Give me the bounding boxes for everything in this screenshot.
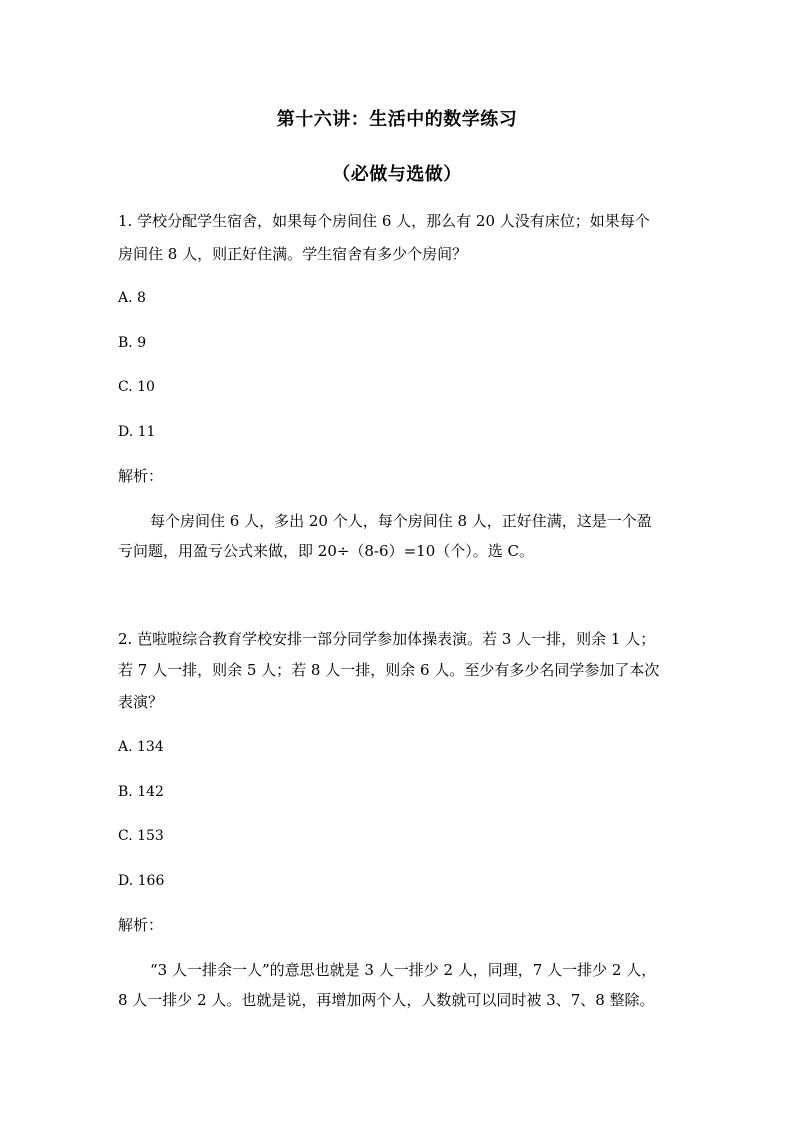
question-1-stem-line-1: 1. 学校分配学生宿舍，如果每个房间住 6 人，那么有 20 人没有床位；如果每个 xyxy=(118,212,650,230)
question-1-analysis-line-1: 每个房间住 6 人，多出 20 个人，每个房间住 8 人，正好住满，这是一个盈 xyxy=(150,512,652,530)
question-2-stem-line-3: 表演？ xyxy=(118,693,164,711)
question-2-analysis-label: 解析： xyxy=(118,916,164,934)
page-subtitle: （必做与选做） xyxy=(332,164,462,185)
question-1-analysis-label: 解析： xyxy=(118,467,164,485)
question-2-stem-line-1: 2. 芭啦啦综合教育学校安排一部分同学参加体操表演。若 3 人一排，则余 1 人； xyxy=(118,630,656,648)
question-2-stem-line-2: 若 7 人一排，则余 5 人；若 8 人一排，则余 6 人。至少有多少名同学参加了本次 xyxy=(118,661,660,679)
question-2-analysis-line-2: 8 人一排少 2 人。也就是说，再增加两个人，人数就可以同时被 3、7、8 整除。 xyxy=(118,991,655,1009)
question-1-stem-line-2: 房间住 8 人，则正好住满。学生宿舍有多少个房间？ xyxy=(118,245,468,263)
question-2-option-b: B. 142 xyxy=(118,784,164,800)
question-2-option-c: C. 153 xyxy=(118,828,164,844)
question-1-analysis-line-2: 亏问题，用盈亏公式来做，即 20÷（8-6）=10（个）。选 C。 xyxy=(118,542,534,560)
question-1-option-a: A. 8 xyxy=(118,290,146,306)
question-1-option-b: B. 9 xyxy=(118,335,147,351)
question-2-option-d: D. 166 xyxy=(118,873,165,889)
question-2-analysis-line-1: “3 人一排余一人”的意思也就是 3 人一排少 2 人，同理，7 人一排少 2 人， xyxy=(150,961,657,979)
question-1-option-d: D. 11 xyxy=(118,424,156,440)
question-1-option-c: C. 10 xyxy=(118,379,155,395)
question-2-option-a: A. 134 xyxy=(118,739,164,755)
page-title: 第十六讲：生活中的数学练习 xyxy=(276,109,518,130)
